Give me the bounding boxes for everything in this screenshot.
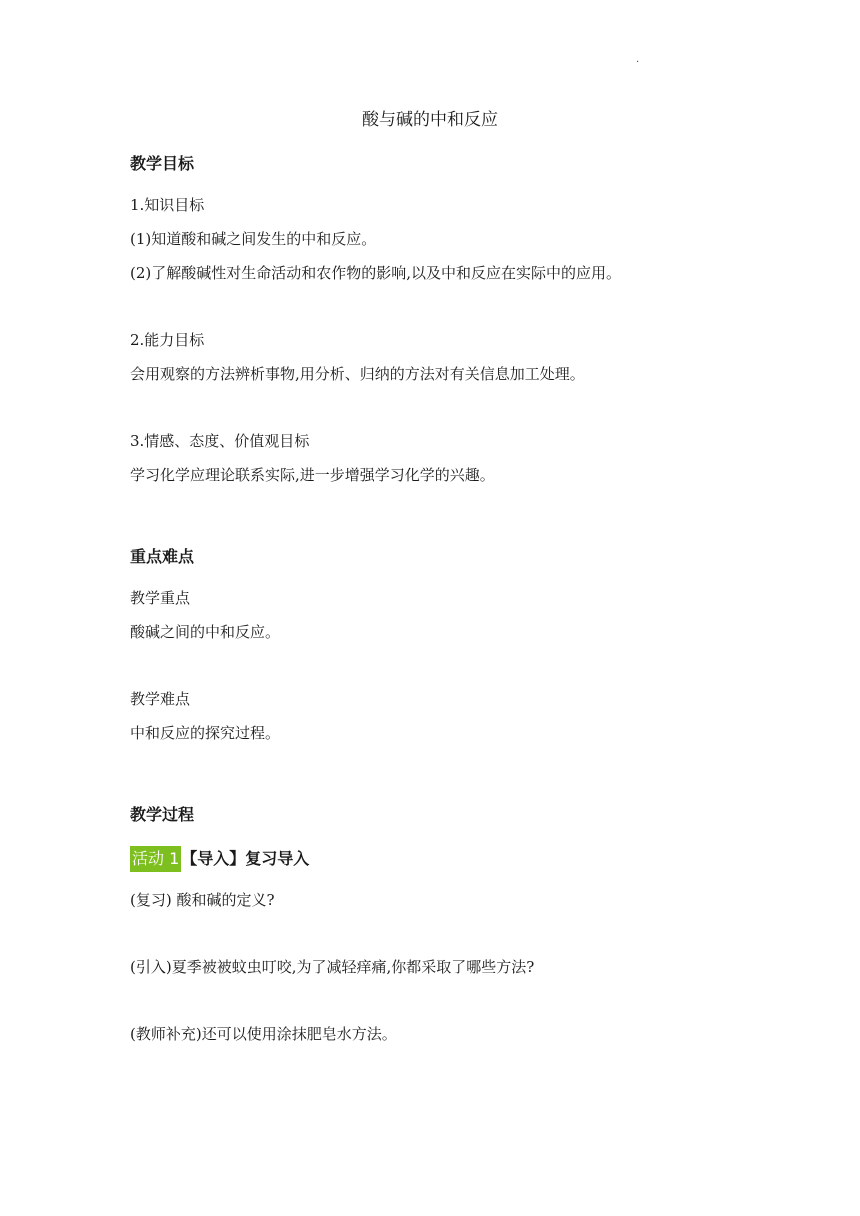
knowledge-goal-item-2: (2)了解酸碱性对生命活动和农作物的影响,以及中和反应在实际中的应用。: [130, 264, 622, 282]
intro-question: (引入)夏季被被蚊虫叮咬,为了减轻痒痛,你都采取了哪些方法?: [130, 958, 535, 976]
activity-title: 【导入】复习导入: [181, 849, 310, 868]
activity-1-heading: [130, 846, 309, 872]
document-title: 酸与碱的中和反应: [362, 110, 498, 130]
emotion-goal-label: 3.情感、态度、价值观目标: [130, 432, 310, 450]
emotion-goal-text: 学习化学应理论联系实际,进一步增强学习化学的兴趣。: [130, 466, 495, 484]
focus-text: 酸碱之间的中和反应。: [130, 623, 281, 641]
teacher-note: (教师补充)还可以使用涂抹肥皂水方法。: [130, 1025, 397, 1043]
difficulty-label: 教学难点: [130, 690, 191, 708]
heading-teaching-goals: 教学目标: [130, 154, 195, 173]
ability-goal-text: 会用观察的方法辨析事物,用分析、归纳的方法对有关信息加工处理。: [130, 365, 585, 383]
focus-label: 教学重点: [130, 589, 191, 607]
review-question: (复习) 酸和碱的定义?: [130, 891, 275, 909]
knowledge-goal-item-1: (1)知道酸和碱之间发生的中和反应。: [130, 230, 377, 248]
ability-goal-label: 2.能力目标: [130, 331, 205, 349]
knowledge-goal-label: 1.知识目标: [130, 196, 205, 214]
activity-tag: 活动 1: [130, 846, 181, 872]
heading-teaching-process: 教学过程: [130, 805, 195, 824]
difficulty-text: 中和反应的探究过程。: [130, 724, 281, 742]
heading-key-points: 重点难点: [130, 547, 195, 566]
page-mark: .: [636, 54, 640, 65]
